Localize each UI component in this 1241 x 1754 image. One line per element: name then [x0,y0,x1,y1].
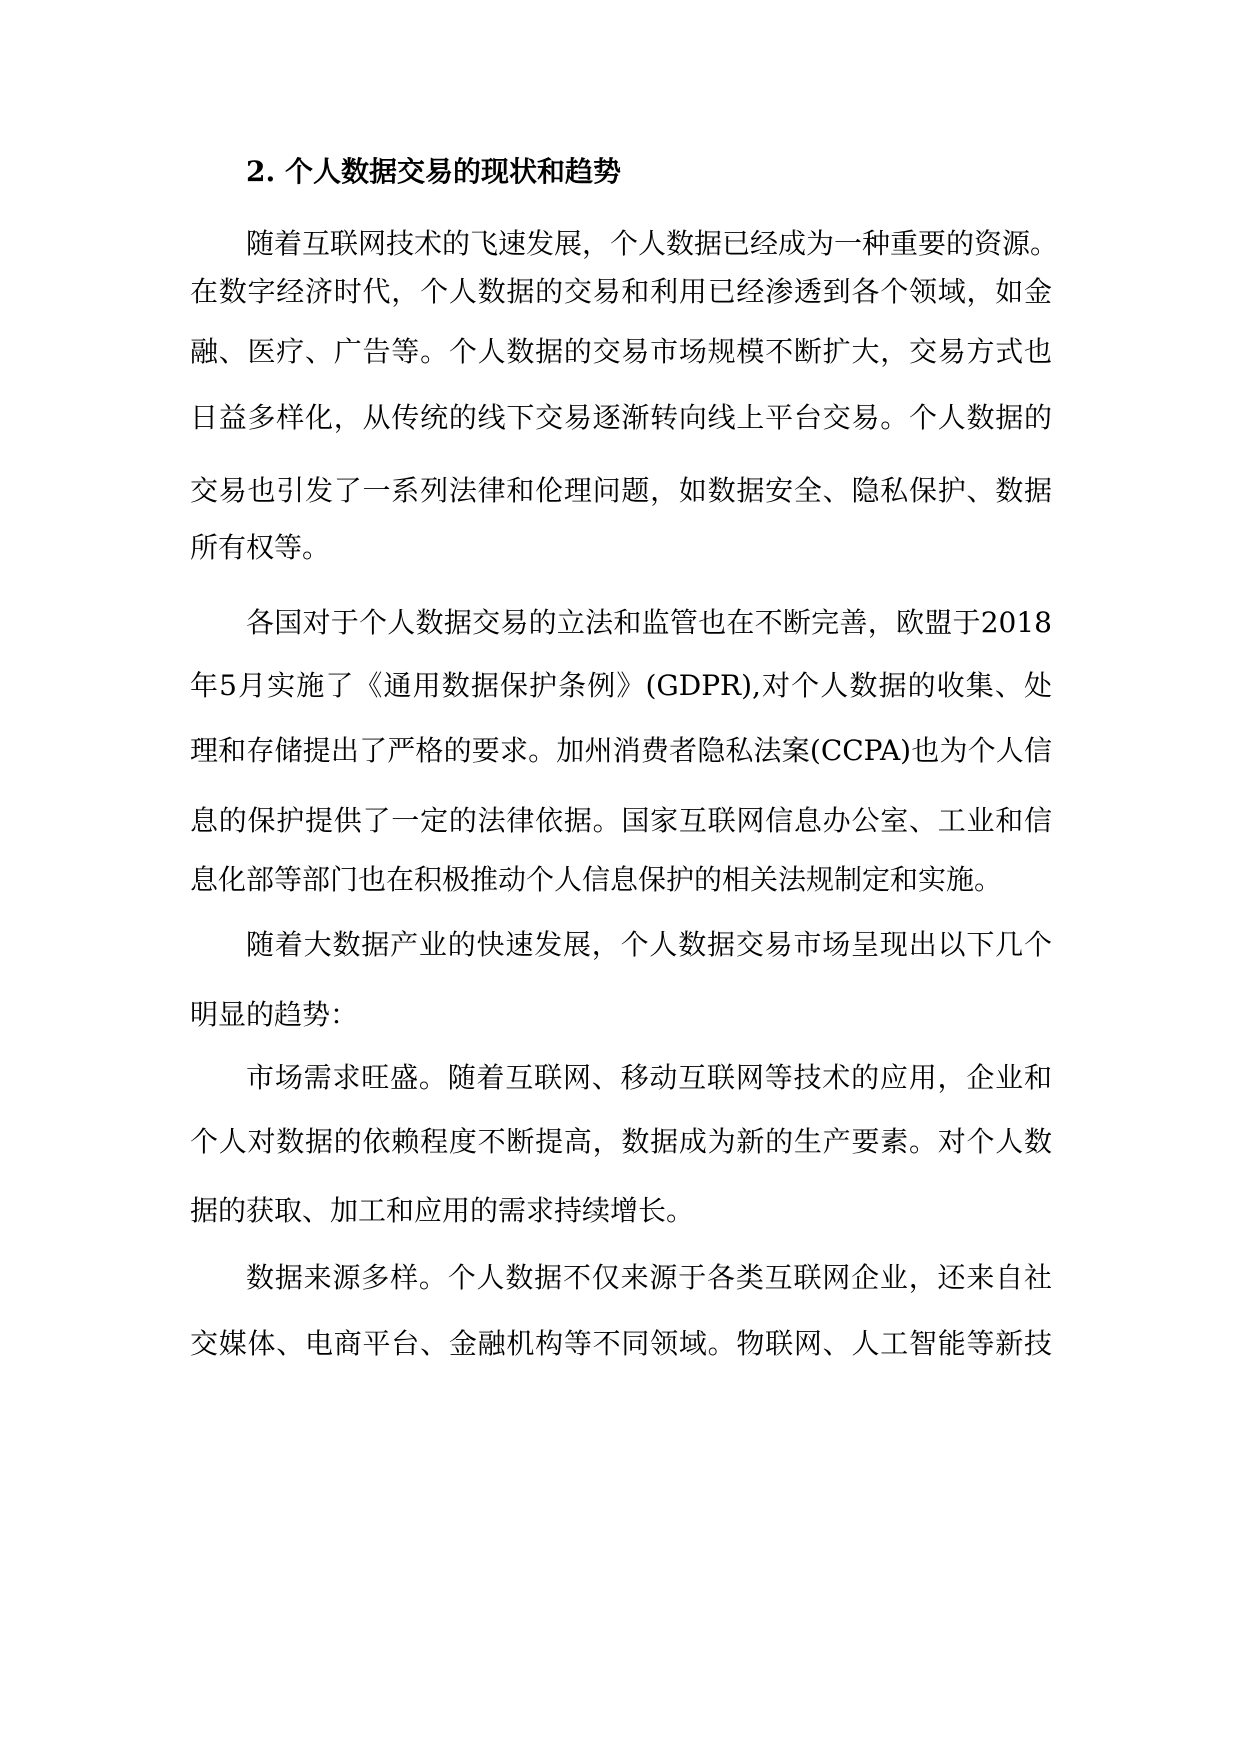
paragraph-2-line-3: 理和存储提出了严格的要求。加州消费者隐私法案(CCPA)也为个人信 [190,734,1052,767]
paragraph-1-line-5: 交易也引发了一系列法律和伦理问题，如数据安全、隐私保护、数据 [190,474,1052,507]
paragraph-4-line-1: 市场需求旺盛。随着互联网、移动互联网等技术的应用，企业和 [246,1061,1052,1094]
paragraph-2-line-5: 息化部等部门也在积极推动个人信息保护的相关法规制定和实施。 [190,863,1003,896]
paragraph-2-line-1: 各国对于个人数据交易的立法和监管也在不断完善，欧盟于2018 [246,606,1052,639]
paragraph-1-line-1: 随着互联网技术的飞速发展，个人数据已经成为一种重要的资源。 [246,227,1059,260]
paragraph-1-line-6: 所有权等。 [190,531,331,564]
paragraph-2-line-2: 年5月实施了《通用数据保护条例》(GDPR),对个人数据的收集、处 [190,669,1052,702]
paragraph-1-line-2: 在数字经济时代，个人数据的交易和利用已经渗透到各个领域，如金 [190,275,1052,308]
paragraph-4-line-3: 据的获取、加工和应用的需求持续增长。 [190,1194,695,1227]
paragraph-2-line-4: 息的保护提供了一定的法律依据。国家互联网信息办公室、工业和信 [190,804,1052,837]
paragraph-3-line-1: 随着大数据产业的快速发展，个人数据交易市场呈现出以下几个 [246,928,1052,961]
section-heading: 2. 个人数据交易的现状和趋势 [246,155,621,188]
paragraph-5-line-2: 交媒体、电商平台、金融机构等不同领域。物联网、人工智能等新技 [190,1327,1052,1360]
paragraph-1-line-3: 融、医疗、广告等。个人数据的交易市场规模不断扩大，交易方式也 [190,335,1052,368]
paragraph-3-line-2: 明显的趋势： [190,998,359,1031]
paragraph-1-line-4: 日益多样化，从传统的线下交易逐渐转向线上平台交易。个人数据的 [190,401,1052,434]
paragraph-4-line-2: 个人对数据的依赖程度不断提高，数据成为新的生产要素。对个人数 [190,1125,1052,1158]
paragraph-5-line-1: 数据来源多样。个人数据不仅来源于各类互联网企业，还来自社 [246,1261,1052,1294]
